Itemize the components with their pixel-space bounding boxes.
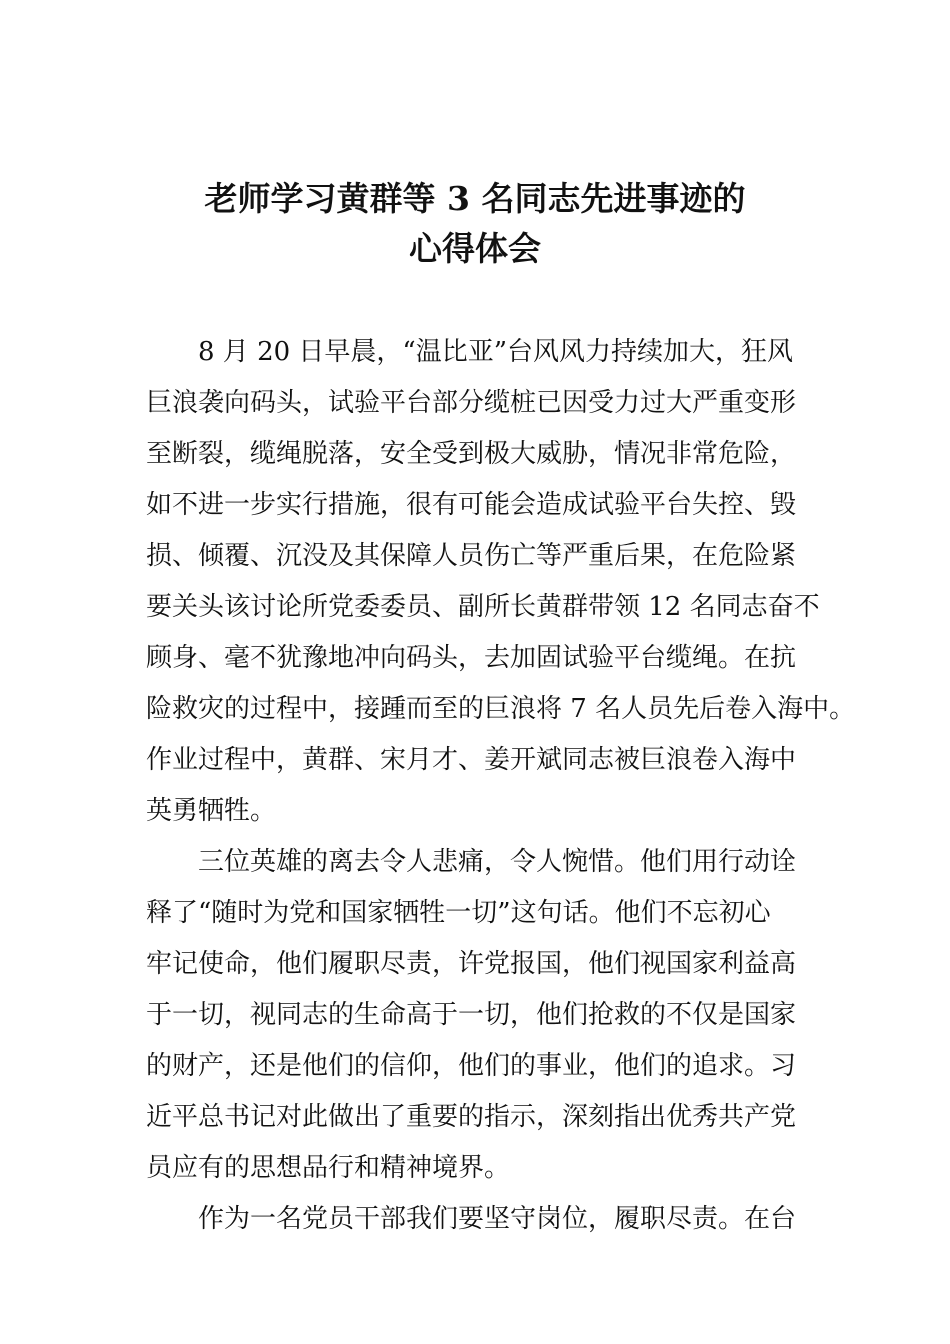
body-line: 损、倾覆、沉没及其保障人员伤亡等严重后果，在危险紧 — [146, 541, 797, 571]
body-line: 英勇牺牲。 — [146, 796, 277, 826]
body-line: 牢记使命，他们履职尽责，许党报国，他们视国家利益高 — [146, 949, 797, 979]
document-title-line-2: 心得体会 — [409, 229, 541, 268]
body-line: 释了“随时为党和国家牺牲一切”这句话。他们不忘初心 — [146, 898, 771, 928]
body-line: 员应有的思想品行和精神境界。 — [146, 1153, 511, 1183]
body-line: 作业过程中，黄群、宋月才、姜开斌同志被巨浪卷入海中 — [146, 745, 797, 775]
body-line: 作为一名党员干部我们要坚守岗位，履职尽责。在台 — [146, 1204, 797, 1234]
body-line: 巨浪袭向码头，试验平台部分缆桩已因受力过大严重变形 — [146, 388, 797, 418]
body-line: 要关头该讨论所党委委员、副所长黄群带领 12 名同志奋不 — [146, 592, 820, 622]
body-line: 近平总书记对此做出了重要的指示，深刻指出优秀共产党 — [146, 1102, 797, 1132]
body-line: 险救灾的过程中，接踵而至的巨浪将 7 名人员先后卷入海中。 — [146, 694, 856, 724]
body-line: 如不进一步实行措施，很有可能会造成试验平台失控、毁 — [146, 490, 797, 520]
body-line: 至断裂，缆绳脱落，安全受到极大威胁，情况非常危险， — [146, 439, 797, 469]
document-title-line-1: 老师学习黄群等 3 名同志先进事迹的 — [204, 179, 746, 218]
body-line: 于一切，视同志的生命高于一切，他们抢救的不仅是国家 — [146, 1000, 797, 1030]
body-line: 三位英雄的离去令人悲痛，令人惋惜。他们用行动诠 — [146, 847, 797, 877]
body-line: 的财产，还是他们的信仰，他们的事业，他们的追求。习 — [146, 1051, 797, 1081]
body-line: 顾身、毫不犹豫地冲向码头，去加固试验平台缆绳。在抗 — [146, 643, 797, 673]
body-line: 8 月 20 日早晨，“温比亚”台风风力持续加大，狂风 — [146, 337, 794, 367]
